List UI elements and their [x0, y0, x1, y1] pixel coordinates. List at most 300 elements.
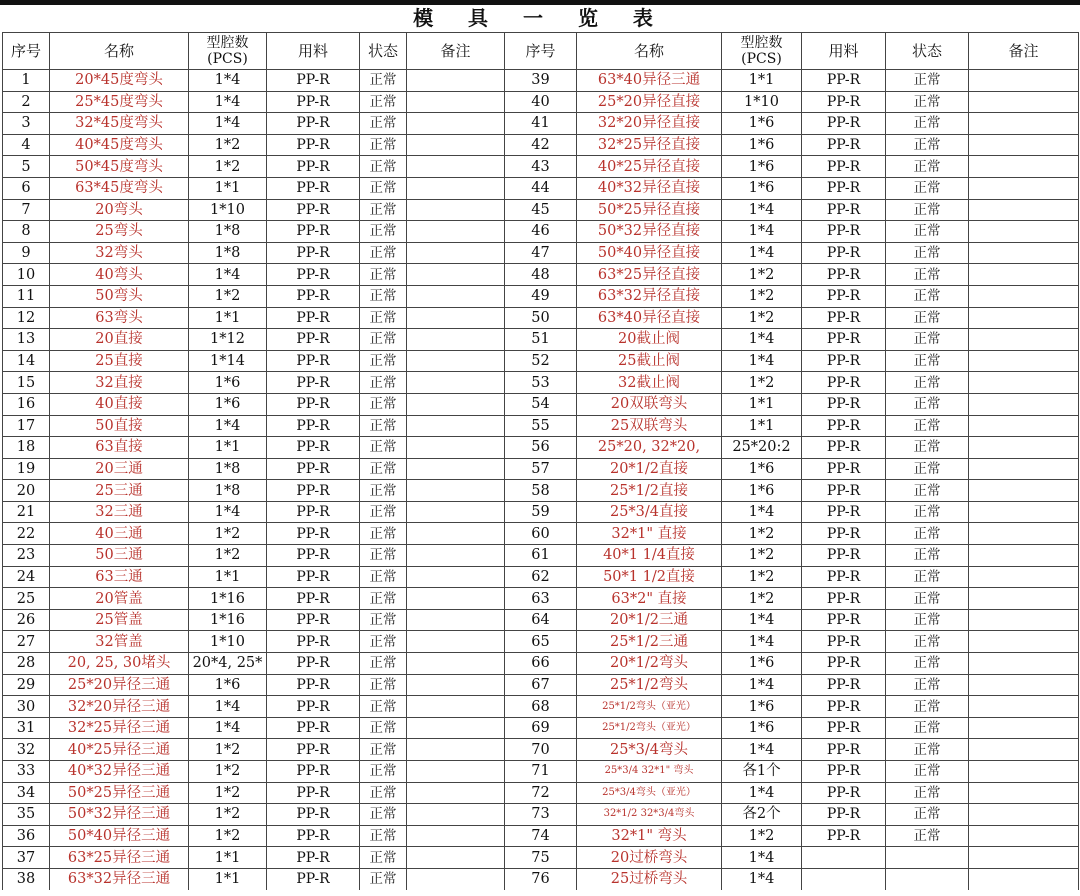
status-cell[interactable]: 正常	[360, 307, 407, 329]
name-cell[interactable]: 63*45度弯头	[50, 177, 189, 199]
seq-cell[interactable]: 22	[3, 523, 50, 545]
cavity-cell[interactable]: 1*6	[189, 674, 267, 696]
status-cell[interactable]: 正常	[886, 329, 969, 351]
name-cell[interactable]: 50三通	[50, 545, 189, 567]
cavity-cell[interactable]: 1*1	[189, 177, 267, 199]
seq-cell[interactable]: 47	[505, 242, 577, 264]
seq-cell[interactable]: 69	[505, 717, 577, 739]
name-cell[interactable]: 40*1 1/4直接	[577, 545, 722, 567]
seq-cell[interactable]: 48	[505, 264, 577, 286]
note-cell[interactable]	[407, 393, 505, 415]
name-cell[interactable]: 40弯头	[50, 264, 189, 286]
status-cell[interactable]: 正常	[886, 156, 969, 178]
cavity-cell[interactable]: 1*10	[189, 631, 267, 653]
note-cell[interactable]	[407, 696, 505, 718]
status-cell[interactable]: 正常	[360, 329, 407, 351]
seq-cell[interactable]: 49	[505, 285, 577, 307]
status-cell[interactable]: 正常	[360, 393, 407, 415]
name-cell[interactable]: 25*1/2直接	[577, 480, 722, 502]
seq-cell[interactable]: 19	[3, 458, 50, 480]
material-cell[interactable]: PP-R	[267, 350, 360, 372]
name-cell[interactable]: 32*1" 直接	[577, 523, 722, 545]
note-cell[interactable]	[407, 70, 505, 92]
note-cell[interactable]	[407, 285, 505, 307]
cavity-cell[interactable]: 1*4	[722, 782, 802, 804]
name-cell[interactable]: 32直接	[50, 372, 189, 394]
material-cell[interactable]: PP-R	[267, 566, 360, 588]
status-cell[interactable]: 正常	[360, 458, 407, 480]
note-cell[interactable]	[407, 113, 505, 135]
seq-cell[interactable]: 36	[3, 825, 50, 847]
cavity-cell[interactable]: 1*4	[189, 70, 267, 92]
material-cell[interactable]: PP-R	[267, 307, 360, 329]
cavity-cell[interactable]: 25*20:2	[722, 437, 802, 459]
cavity-cell[interactable]: 1*6	[722, 177, 802, 199]
name-cell[interactable]: 32*25异径直接	[577, 134, 722, 156]
note-cell[interactable]	[969, 761, 1079, 783]
seq-cell[interactable]: 60	[505, 523, 577, 545]
name-cell[interactable]: 25*1/2弯头	[577, 674, 722, 696]
cavity-cell[interactable]: 1*1	[722, 415, 802, 437]
note-cell[interactable]	[969, 566, 1079, 588]
name-cell[interactable]: 20过桥弯头	[577, 847, 722, 869]
material-cell[interactable]: PP-R	[802, 782, 886, 804]
cavity-cell[interactable]: 1*4	[722, 221, 802, 243]
status-cell[interactable]: 正常	[360, 285, 407, 307]
name-cell[interactable]: 32*20异径三通	[50, 696, 189, 718]
seq-cell[interactable]: 65	[505, 631, 577, 653]
name-cell[interactable]: 25*1/2三通	[577, 631, 722, 653]
cavity-cell[interactable]: 1*4	[722, 329, 802, 351]
note-cell[interactable]	[407, 307, 505, 329]
cavity-cell[interactable]: 1*4	[189, 415, 267, 437]
status-cell[interactable]: 正常	[886, 437, 969, 459]
material-cell[interactable]: PP-R	[802, 242, 886, 264]
name-cell[interactable]: 20*1/2三通	[577, 609, 722, 631]
material-cell[interactable]: PP-R	[802, 523, 886, 545]
material-cell[interactable]: PP-R	[802, 437, 886, 459]
seq-cell[interactable]: 42	[505, 134, 577, 156]
name-cell[interactable]: 40*32异径直接	[577, 177, 722, 199]
material-cell[interactable]: PP-R	[267, 91, 360, 113]
material-cell[interactable]: PP-R	[267, 588, 360, 610]
seq-cell[interactable]: 64	[505, 609, 577, 631]
status-cell[interactable]	[886, 847, 969, 869]
status-cell[interactable]: 正常	[360, 717, 407, 739]
name-cell[interactable]: 40*32异径三通	[50, 761, 189, 783]
note-cell[interactable]	[969, 70, 1079, 92]
note-cell[interactable]	[969, 350, 1079, 372]
name-cell[interactable]: 32*1/2 32*3/4弯头	[577, 804, 722, 826]
status-cell[interactable]: 正常	[886, 242, 969, 264]
material-cell[interactable]: PP-R	[267, 631, 360, 653]
status-cell[interactable]: 正常	[360, 350, 407, 372]
note-cell[interactable]	[969, 372, 1079, 394]
cavity-cell[interactable]: 1*8	[189, 221, 267, 243]
name-cell[interactable]: 25弯头	[50, 221, 189, 243]
note-cell[interactable]	[969, 588, 1079, 610]
status-cell[interactable]: 正常	[360, 156, 407, 178]
seq-cell[interactable]: 20	[3, 480, 50, 502]
cavity-cell[interactable]: 1*4	[189, 501, 267, 523]
seq-cell[interactable]: 72	[505, 782, 577, 804]
note-cell[interactable]	[407, 242, 505, 264]
cavity-cell[interactable]: 1*4	[722, 501, 802, 523]
material-cell[interactable]	[802, 847, 886, 869]
name-cell[interactable]: 50直接	[50, 415, 189, 437]
note-cell[interactable]	[969, 739, 1079, 761]
material-cell[interactable]: PP-R	[267, 609, 360, 631]
note-cell[interactable]	[407, 674, 505, 696]
note-cell[interactable]	[407, 653, 505, 675]
status-cell[interactable]: 正常	[886, 458, 969, 480]
material-cell[interactable]: PP-R	[267, 868, 360, 890]
note-cell[interactable]	[969, 674, 1079, 696]
cavity-cell[interactable]: 1*2	[189, 134, 267, 156]
note-cell[interactable]	[969, 415, 1079, 437]
seq-cell[interactable]: 59	[505, 501, 577, 523]
material-cell[interactable]: PP-R	[267, 134, 360, 156]
seq-cell[interactable]: 39	[505, 70, 577, 92]
note-cell[interactable]	[407, 415, 505, 437]
cavity-cell[interactable]: 1*2	[722, 588, 802, 610]
status-cell[interactable]: 正常	[886, 674, 969, 696]
name-cell[interactable]: 25*1/2弯头（亚光）	[577, 717, 722, 739]
seq-cell[interactable]: 13	[3, 329, 50, 351]
cavity-cell[interactable]: 1*4	[722, 847, 802, 869]
status-cell[interactable]: 正常	[886, 761, 969, 783]
seq-cell[interactable]: 41	[505, 113, 577, 135]
name-cell[interactable]: 25管盖	[50, 609, 189, 631]
cavity-cell[interactable]: 1*2	[722, 545, 802, 567]
material-cell[interactable]: PP-R	[802, 372, 886, 394]
note-cell[interactable]	[407, 480, 505, 502]
note-cell[interactable]	[407, 221, 505, 243]
cavity-cell[interactable]: 1*2	[189, 523, 267, 545]
name-cell[interactable]: 63*25异径直接	[577, 264, 722, 286]
note-cell[interactable]	[407, 156, 505, 178]
name-cell[interactable]: 32管盖	[50, 631, 189, 653]
cavity-cell[interactable]: 1*4	[722, 242, 802, 264]
note-cell[interactable]	[969, 242, 1079, 264]
seq-cell[interactable]: 4	[3, 134, 50, 156]
note-cell[interactable]	[969, 868, 1079, 890]
name-cell[interactable]: 32*20异径直接	[577, 113, 722, 135]
note-cell[interactable]	[407, 782, 505, 804]
seq-cell[interactable]: 67	[505, 674, 577, 696]
status-cell[interactable]: 正常	[886, 631, 969, 653]
material-cell[interactable]: PP-R	[267, 458, 360, 480]
name-cell[interactable]: 40直接	[50, 393, 189, 415]
status-cell[interactable]: 正常	[360, 868, 407, 890]
name-cell[interactable]: 32截止阀	[577, 372, 722, 394]
name-cell[interactable]: 20弯头	[50, 199, 189, 221]
status-cell[interactable]: 正常	[886, 285, 969, 307]
seq-cell[interactable]: 70	[505, 739, 577, 761]
seq-cell[interactable]: 44	[505, 177, 577, 199]
status-cell[interactable]: 正常	[360, 674, 407, 696]
status-cell[interactable]: 正常	[886, 221, 969, 243]
cavity-cell[interactable]: 1*2	[189, 782, 267, 804]
cavity-cell[interactable]: 1*6	[189, 393, 267, 415]
status-cell[interactable]: 正常	[360, 523, 407, 545]
note-cell[interactable]	[407, 177, 505, 199]
note-cell[interactable]	[969, 696, 1079, 718]
cavity-cell[interactable]: 1*4	[189, 264, 267, 286]
seq-cell[interactable]: 32	[3, 739, 50, 761]
seq-cell[interactable]: 33	[3, 761, 50, 783]
cavity-cell[interactable]: 1*2	[722, 523, 802, 545]
material-cell[interactable]: PP-R	[267, 199, 360, 221]
material-cell[interactable]: PP-R	[802, 566, 886, 588]
seq-cell[interactable]: 31	[3, 717, 50, 739]
note-cell[interactable]	[969, 523, 1079, 545]
note-cell[interactable]	[407, 545, 505, 567]
note-cell[interactable]	[969, 609, 1079, 631]
status-cell[interactable]: 正常	[360, 545, 407, 567]
status-cell[interactable]: 正常	[360, 653, 407, 675]
name-cell[interactable]: 50*40异径三通	[50, 825, 189, 847]
name-cell[interactable]: 20直接	[50, 329, 189, 351]
note-cell[interactable]	[969, 264, 1079, 286]
cavity-cell[interactable]: 1*1	[722, 70, 802, 92]
seq-cell[interactable]: 12	[3, 307, 50, 329]
status-cell[interactable]: 正常	[886, 113, 969, 135]
cavity-cell[interactable]: 1*2	[722, 285, 802, 307]
note-cell[interactable]	[407, 868, 505, 890]
name-cell[interactable]: 63*2" 直接	[577, 588, 722, 610]
note-cell[interactable]	[407, 804, 505, 826]
seq-cell[interactable]: 14	[3, 350, 50, 372]
status-cell[interactable]: 正常	[886, 653, 969, 675]
material-cell[interactable]: PP-R	[267, 545, 360, 567]
seq-cell[interactable]: 8	[3, 221, 50, 243]
note-cell[interactable]	[969, 501, 1079, 523]
cavity-cell[interactable]: 1*2	[722, 307, 802, 329]
material-cell[interactable]: PP-R	[267, 804, 360, 826]
cavity-cell[interactable]: 1*14	[189, 350, 267, 372]
material-cell[interactable]: PP-R	[802, 825, 886, 847]
seq-cell[interactable]: 62	[505, 566, 577, 588]
note-cell[interactable]	[407, 825, 505, 847]
cavity-cell[interactable]: 1*4	[722, 631, 802, 653]
material-cell[interactable]: PP-R	[802, 70, 886, 92]
material-cell[interactable]: PP-R	[802, 156, 886, 178]
cavity-cell[interactable]: 1*1	[189, 566, 267, 588]
name-cell[interactable]: 32弯头	[50, 242, 189, 264]
note-cell[interactable]	[407, 739, 505, 761]
note-cell[interactable]	[969, 825, 1079, 847]
seq-cell[interactable]: 1	[3, 70, 50, 92]
note-cell[interactable]	[969, 285, 1079, 307]
note-cell[interactable]	[969, 91, 1079, 113]
seq-cell[interactable]: 66	[505, 653, 577, 675]
note-cell[interactable]	[407, 91, 505, 113]
cavity-cell[interactable]: 1*2	[189, 545, 267, 567]
material-cell[interactable]: PP-R	[802, 674, 886, 696]
cavity-cell[interactable]: 1*8	[189, 242, 267, 264]
status-cell[interactable]: 正常	[886, 609, 969, 631]
material-cell[interactable]: PP-R	[802, 393, 886, 415]
cavity-cell[interactable]: 1*6	[722, 458, 802, 480]
name-cell[interactable]: 32*25异径三通	[50, 717, 189, 739]
name-cell[interactable]: 25*1/2弯头（亚光）	[577, 696, 722, 718]
status-cell[interactable]: 正常	[360, 782, 407, 804]
seq-cell[interactable]: 38	[3, 868, 50, 890]
material-cell[interactable]: PP-R	[802, 804, 886, 826]
status-cell[interactable]: 正常	[886, 480, 969, 502]
status-cell[interactable]: 正常	[360, 501, 407, 523]
material-cell[interactable]: PP-R	[267, 70, 360, 92]
seq-cell[interactable]: 68	[505, 696, 577, 718]
seq-cell[interactable]: 25	[3, 588, 50, 610]
cavity-cell[interactable]: 1*6	[189, 372, 267, 394]
material-cell[interactable]: PP-R	[267, 717, 360, 739]
seq-cell[interactable]: 63	[505, 588, 577, 610]
status-cell[interactable]: 正常	[886, 717, 969, 739]
name-cell[interactable]: 25*3/4弯头	[577, 739, 722, 761]
seq-cell[interactable]: 28	[3, 653, 50, 675]
note-cell[interactable]	[407, 437, 505, 459]
cavity-cell[interactable]: 1*1	[189, 437, 267, 459]
name-cell[interactable]: 63*40异径三通	[577, 70, 722, 92]
note-cell[interactable]	[407, 350, 505, 372]
note-cell[interactable]	[407, 631, 505, 653]
name-cell[interactable]: 20*1/2直接	[577, 458, 722, 480]
material-cell[interactable]: PP-R	[802, 588, 886, 610]
material-cell[interactable]: PP-R	[267, 393, 360, 415]
status-cell[interactable]: 正常	[360, 372, 407, 394]
seq-cell[interactable]: 34	[3, 782, 50, 804]
cavity-cell[interactable]: 1*6	[722, 156, 802, 178]
cavity-cell[interactable]: 1*10	[189, 199, 267, 221]
note-cell[interactable]	[969, 177, 1079, 199]
name-cell[interactable]: 25三通	[50, 480, 189, 502]
note-cell[interactable]	[407, 566, 505, 588]
name-cell[interactable]: 50*1 1/2直接	[577, 566, 722, 588]
seq-cell[interactable]: 54	[505, 393, 577, 415]
note-cell[interactable]	[969, 134, 1079, 156]
material-cell[interactable]: PP-R	[267, 761, 360, 783]
seq-cell[interactable]: 73	[505, 804, 577, 826]
name-cell[interactable]: 25*3/4直接	[577, 501, 722, 523]
name-cell[interactable]: 32三通	[50, 501, 189, 523]
name-cell[interactable]: 50*32异径三通	[50, 804, 189, 826]
note-cell[interactable]	[407, 264, 505, 286]
status-cell[interactable]: 正常	[360, 588, 407, 610]
note-cell[interactable]	[407, 501, 505, 523]
material-cell[interactable]: PP-R	[802, 134, 886, 156]
note-cell[interactable]	[969, 804, 1079, 826]
name-cell[interactable]: 63直接	[50, 437, 189, 459]
status-cell[interactable]: 正常	[886, 393, 969, 415]
seq-cell[interactable]: 50	[505, 307, 577, 329]
status-cell[interactable]: 正常	[360, 177, 407, 199]
name-cell[interactable]: 63*25异径三通	[50, 847, 189, 869]
seq-cell[interactable]: 74	[505, 825, 577, 847]
material-cell[interactable]	[802, 868, 886, 890]
cavity-cell[interactable]: 1*8	[189, 458, 267, 480]
status-cell[interactable]: 正常	[886, 501, 969, 523]
material-cell[interactable]: PP-R	[802, 609, 886, 631]
status-cell[interactable]: 正常	[360, 480, 407, 502]
name-cell[interactable]: 40*45度弯头	[50, 134, 189, 156]
material-cell[interactable]: PP-R	[267, 782, 360, 804]
seq-cell[interactable]: 61	[505, 545, 577, 567]
name-cell[interactable]: 40*25异径三通	[50, 739, 189, 761]
name-cell[interactable]: 20*45度弯头	[50, 70, 189, 92]
material-cell[interactable]: PP-R	[267, 264, 360, 286]
material-cell[interactable]: PP-R	[267, 415, 360, 437]
status-cell[interactable]: 正常	[886, 545, 969, 567]
note-cell[interactable]	[407, 609, 505, 631]
cavity-cell[interactable]: 1*8	[189, 480, 267, 502]
status-cell[interactable]: 正常	[886, 523, 969, 545]
name-cell[interactable]: 50*40异径直接	[577, 242, 722, 264]
cavity-cell[interactable]: 20*4, 25*	[189, 653, 267, 675]
note-cell[interactable]	[969, 782, 1079, 804]
material-cell[interactable]: PP-R	[802, 285, 886, 307]
status-cell[interactable]: 正常	[886, 696, 969, 718]
cavity-cell[interactable]: 1*6	[722, 696, 802, 718]
status-cell[interactable]: 正常	[360, 221, 407, 243]
note-cell[interactable]	[407, 761, 505, 783]
cavity-cell[interactable]: 1*2	[189, 804, 267, 826]
material-cell[interactable]: PP-R	[802, 307, 886, 329]
cavity-cell[interactable]: 1*2	[189, 156, 267, 178]
cavity-cell[interactable]: 1*1	[189, 868, 267, 890]
cavity-cell[interactable]: 1*6	[722, 480, 802, 502]
status-cell[interactable]: 正常	[360, 804, 407, 826]
seq-cell[interactable]: 17	[3, 415, 50, 437]
cavity-cell[interactable]: 1*2	[722, 825, 802, 847]
status-cell[interactable]: 正常	[360, 847, 407, 869]
cavity-cell[interactable]: 1*2	[189, 825, 267, 847]
cavity-cell[interactable]: 1*2	[722, 264, 802, 286]
status-cell[interactable]: 正常	[360, 264, 407, 286]
cavity-cell[interactable]: 1*1	[722, 393, 802, 415]
status-cell[interactable]: 正常	[360, 609, 407, 631]
material-cell[interactable]: PP-R	[802, 739, 886, 761]
seq-cell[interactable]: 43	[505, 156, 577, 178]
material-cell[interactable]: PP-R	[267, 177, 360, 199]
status-cell[interactable]: 正常	[886, 91, 969, 113]
status-cell[interactable]: 正常	[886, 134, 969, 156]
material-cell[interactable]: PP-R	[267, 825, 360, 847]
status-cell[interactable]: 正常	[360, 761, 407, 783]
name-cell[interactable]: 25*3/4 32*1" 弯头	[577, 761, 722, 783]
name-cell[interactable]: 25直接	[50, 350, 189, 372]
note-cell[interactable]	[407, 588, 505, 610]
name-cell[interactable]: 50*25异径三通	[50, 782, 189, 804]
name-cell[interactable]: 25*45度弯头	[50, 91, 189, 113]
name-cell[interactable]: 20管盖	[50, 588, 189, 610]
seq-cell[interactable]: 10	[3, 264, 50, 286]
note-cell[interactable]	[407, 458, 505, 480]
name-cell[interactable]: 25过桥弯头	[577, 868, 722, 890]
status-cell[interactable]: 正常	[360, 70, 407, 92]
note-cell[interactable]	[407, 717, 505, 739]
cavity-cell[interactable]: 1*2	[189, 739, 267, 761]
name-cell[interactable]: 20截止阀	[577, 329, 722, 351]
status-cell[interactable]: 正常	[886, 350, 969, 372]
cavity-cell[interactable]: 1*4	[722, 350, 802, 372]
status-cell[interactable]: 正常	[360, 199, 407, 221]
cavity-cell[interactable]: 各1个	[722, 761, 802, 783]
seq-cell[interactable]: 15	[3, 372, 50, 394]
note-cell[interactable]	[969, 653, 1079, 675]
note-cell[interactable]	[969, 393, 1079, 415]
